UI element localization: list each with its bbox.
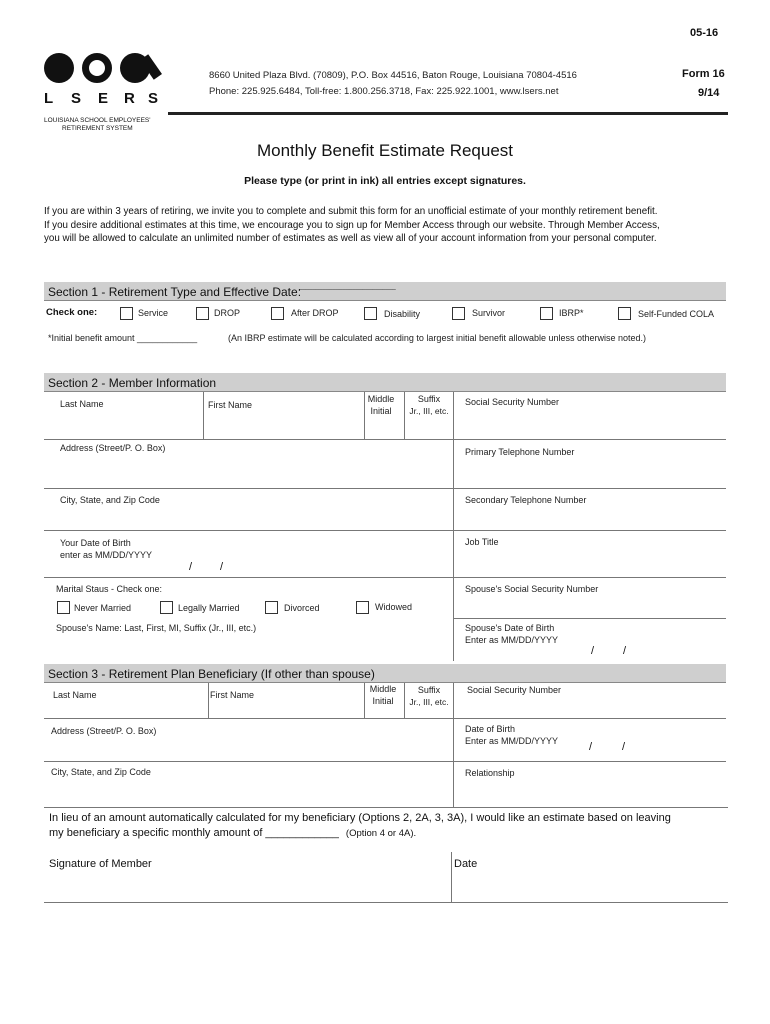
suffix-label: Suffix: [417, 685, 441, 695]
never-married-checkbox[interactable]: [57, 601, 70, 614]
effective-date-field[interactable]: _____________________________: [299, 284, 396, 290]
beneficiary-dob-label: Date of Birth: [465, 724, 516, 734]
dob-field[interactable]: [60, 537, 152, 561]
divider: [44, 439, 726, 440]
lsers-logo: [44, 50, 164, 135]
logo-subtitle: RETIREMENT SYSTEM: [62, 125, 133, 132]
beneficiary-dob-field[interactable]: [465, 723, 558, 747]
divider: [44, 577, 726, 578]
spouse-dob-format: Enter as MM/DD/YYYY: [465, 635, 559, 645]
suffix-examples: Jr., III, etc.: [409, 406, 449, 416]
drop-label: DROP: [214, 308, 241, 318]
beneficiary-dob-format: Enter as MM/DD/YYYY: [465, 736, 559, 746]
signature-date-field[interactable]: Date: [454, 858, 478, 870]
logo-letter: E: [98, 90, 109, 107]
ssn-field[interactable]: Social Security Number: [465, 397, 560, 407]
divider: [203, 392, 204, 439]
dob-slash: /: [189, 561, 193, 573]
section-2-header: [44, 373, 726, 392]
initial-label: Initial: [372, 696, 394, 706]
primary-phone-field[interactable]: Primary Telephone Number: [465, 447, 575, 457]
section-1-header: [44, 282, 726, 301]
intro-line: If you are within 3 years of retiring, we invite you to complete and submit this form for an unofficial estimate of your monthly retirement benefit.: [44, 206, 658, 217]
logo-emblem-2-icon: [82, 53, 112, 83]
service-checkbox[interactable]: [120, 307, 133, 320]
suffix-examples: Jr., III, etc.: [409, 697, 449, 707]
survivor-checkbox[interactable]: [452, 307, 465, 320]
last-name-field[interactable]: Last Name: [60, 399, 104, 409]
check-one-label: Check one:: [46, 307, 98, 318]
marital-status-label: Marital Staus - Check one:: [56, 584, 163, 594]
spouse-dob-slash: /: [623, 645, 627, 657]
beneficiary-dob-slash: /: [589, 741, 593, 753]
page-subtitle: Please type (or print in ink) all entries except signatures.: [244, 175, 526, 187]
ibrp-checkbox[interactable]: [540, 307, 553, 320]
after-drop-label: After DROP: [291, 308, 339, 318]
logo-letter: L: [44, 90, 54, 107]
self-funded-cola-label: Self-Funded COLA: [638, 309, 715, 319]
beneficiary-middle-field[interactable]: [365, 683, 401, 707]
specific-amount-field[interactable]: my beneficiary a specific monthly amount of ____________: [49, 827, 339, 839]
survivor-label: Survivor: [472, 308, 506, 318]
spouse-ssn-field[interactable]: Spouse's Social Security Number: [465, 584, 599, 594]
spouse-name-field[interactable]: Spouse's Name: Last, First, MI, Suffix (Jr., III, etc.): [56, 623, 257, 633]
divider: [44, 718, 726, 719]
after-drop-checkbox[interactable]: [271, 307, 284, 320]
initial-benefit-field[interactable]: *Initial benefit amount ____________: [48, 333, 198, 343]
service-label: Service: [138, 308, 169, 318]
lieu-line: In lieu of an amount automatically calculated for my beneficiary (Options 2, 2A, 3, 3A), I would like an estimate based on leaving: [49, 812, 671, 824]
divider: [44, 902, 728, 903]
form-number: Form 16: [682, 68, 725, 80]
disability-label: Disability: [384, 309, 421, 319]
middle-label: Middle: [369, 684, 397, 694]
section-1-title: Section 1 - Retirement Type and Effective Date:: [48, 285, 302, 299]
beneficiary-address-field[interactable]: Address (Street/P. O. Box): [51, 726, 157, 736]
divider: [44, 761, 726, 762]
header-rule: [168, 112, 728, 115]
logo-letter: S: [148, 90, 159, 107]
legally-married-checkbox[interactable]: [160, 601, 173, 614]
first-name-field[interactable]: First Name: [208, 400, 253, 410]
middle-label: Middle: [367, 394, 395, 404]
divorced-checkbox[interactable]: [265, 601, 278, 614]
divider: [451, 852, 452, 902]
divider: [44, 807, 728, 808]
section-3-title: Section 3 - Retirement Plan Beneficiary (If other than spouse): [48, 667, 375, 681]
divider: [44, 530, 726, 531]
logo-letter: R: [124, 90, 135, 107]
address-field[interactable]: Address (Street/P. O. Box): [60, 443, 166, 453]
widowed-label: Widowed: [375, 602, 413, 612]
section-2-title: Section 2 - Member Information: [48, 376, 217, 390]
relationship-field[interactable]: Relationship: [465, 768, 515, 778]
beneficiary-ssn-field[interactable]: Social Security Number: [467, 685, 562, 695]
logo-subtitle: LOUISIANA SCHOOL EMPLOYEES': [44, 117, 151, 124]
member-signature-field[interactable]: Signature of Member: [49, 858, 152, 870]
divorced-label: Divorced: [284, 603, 320, 613]
option-note: (Option 4 or 4A).: [345, 828, 417, 839]
city-state-zip-field[interactable]: City, State, and Zip Code: [60, 495, 160, 505]
job-title-field[interactable]: Job Title: [465, 537, 499, 547]
legally-married-label: Legally Married: [178, 603, 240, 613]
spouse-dob-slash: /: [591, 645, 595, 657]
beneficiary-dob-slash: /: [622, 741, 626, 753]
suffix-field[interactable]: [405, 393, 453, 417]
dob-format: enter as MM/DD/YYYY: [60, 550, 153, 560]
section-3-header: [44, 664, 726, 683]
divider: [453, 618, 726, 619]
org-address: 8660 United Plaza Blvd. (70809), P.O. Box 44516, Baton Rouge, Louisiana 70804-4516: [209, 70, 577, 81]
logo-emblem-1-icon: [44, 53, 74, 83]
divider: [453, 683, 454, 808]
disability-checkbox[interactable]: [364, 307, 377, 320]
dob-label: Your Date of Birth: [60, 538, 131, 548]
divider: [208, 683, 209, 718]
logo-letter: S: [71, 90, 82, 107]
beneficiary-city-field[interactable]: City, State, and Zip Code: [51, 767, 151, 777]
ibrp-note: (An IBRP estimate will be calculated according to largest initial benefit allowable unless otherwise noted.): [228, 333, 647, 343]
page-title: Monthly Benefit Estimate Request: [256, 141, 514, 160]
drop-checkbox[interactable]: [196, 307, 209, 320]
intro-text: [44, 205, 734, 246]
widowed-checkbox[interactable]: [356, 601, 369, 614]
dob-slash: /: [220, 561, 224, 573]
middle-initial-field[interactable]: [365, 393, 397, 417]
intro-line: If you desire additional estimates at this time, we encourage you to sign up for Member Access through our website. Through Member Access,: [44, 219, 660, 231]
spouse-dob-field[interactable]: [465, 622, 558, 646]
lieu-statement: [49, 811, 671, 841]
org-phone: Phone: 225.925.6484, Toll-free: 1.800.256.3718, Fax: 225.922.1001, www.lsers.net: [209, 86, 559, 97]
secondary-phone-field[interactable]: Secondary Telephone Number: [465, 495, 587, 505]
ibrp-label: IBRP*: [559, 308, 584, 318]
form-date: 9/14: [698, 87, 720, 99]
divider: [453, 392, 454, 661]
intro-line: you will be allowed to calculate an unlimited number of estimates as well as view all of your account information from your personal computer.: [44, 233, 657, 244]
suffix-label: Suffix: [417, 394, 441, 404]
initial-label: Initial: [370, 406, 392, 416]
beneficiary-last-name-field[interactable]: Last Name: [53, 690, 97, 700]
beneficiary-suffix-field[interactable]: [405, 684, 453, 708]
divider: [44, 488, 726, 489]
spouse-dob-label: Spouse's Date of Birth: [465, 623, 555, 633]
beneficiary-first-name-field[interactable]: First Name: [210, 690, 255, 700]
self-funded-cola-checkbox[interactable]: [618, 307, 631, 320]
form-code: 05-16: [690, 27, 719, 39]
never-married-label: Never Married: [74, 603, 132, 613]
